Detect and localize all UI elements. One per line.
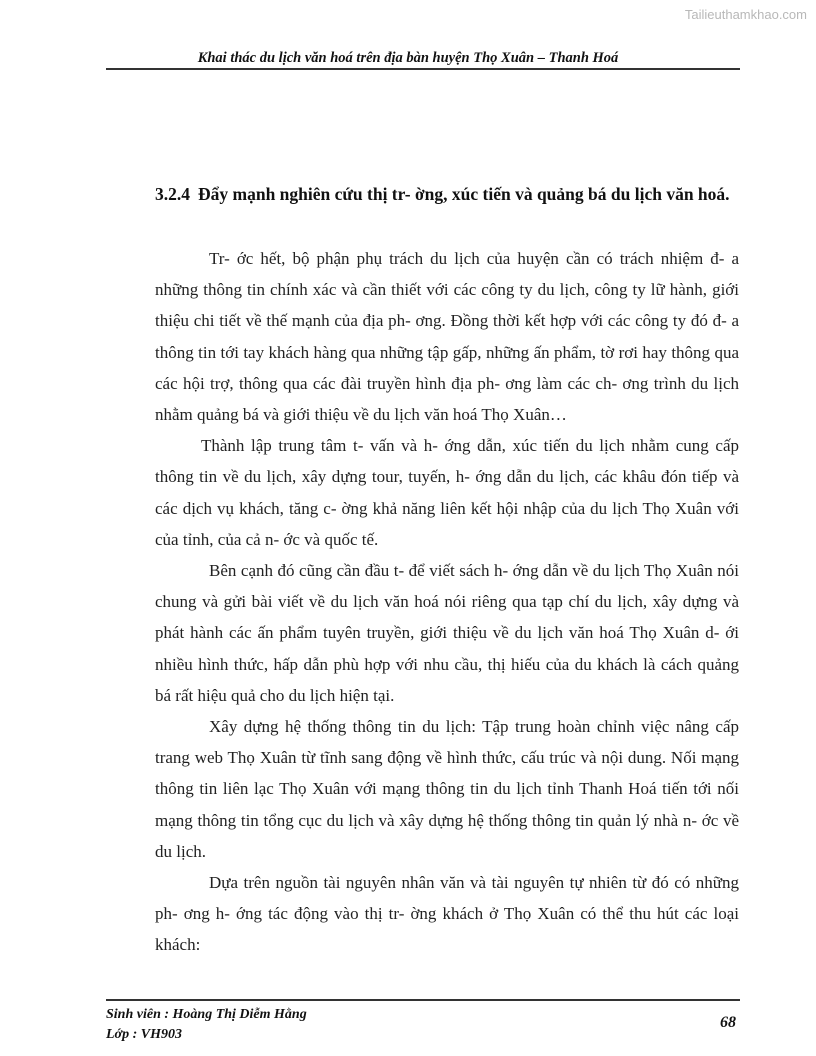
- section-heading: [155, 179, 741, 209]
- footer-class: Lớp : VH903: [106, 1027, 182, 1042]
- section-number: 3.2.4: [155, 184, 190, 204]
- footer-divider: [106, 999, 740, 1001]
- page-number: 68: [720, 1014, 736, 1031]
- footer-student-name: Sinh viên : Hoàng Thị Diễm Hằng: [106, 1007, 307, 1022]
- paragraph: Xây dựng hệ thống thông tin du lịch: Tập trung hoàn chỉnh việc nâng cấp trang web Thọ Xuân từ tĩnh sang động về hình thức, cấu trúc và nội dung. Nối mạng thông tin liên lạc Thọ Xuân với mạng thông tin du lịch tỉnh Thanh Hoá tiến tới nối mạng thông tin tổng cục du lịch và xây dựng hệ thống thông tin quản lý nhà n- ớc về du lịch.: [155, 717, 739, 861]
- paragraph: Thành lập trung tâm t- vấn và h- ớng dẫn, xúc tiến du lịch nhằm cung cấp thông tin về du lịch, xây dựng tour, tuyến, h- ớng dẫn du lịch, các khâu đón tiếp và các dịch vụ khách, tăng c- ờng khả năng liên kết hội nhập của du lịch Thọ Xuân với của tỉnh, của cả n- ớc và quốc tế.: [155, 436, 739, 549]
- paragraph: Dựa trên nguồn tài nguyên nhân văn và tài nguyên tự nhiên từ đó có những ph- ơng h- ớng tác động vào thị tr- ờng khách ở Thọ Xuân có thể thu hút các loại khách:: [155, 873, 739, 955]
- document-header-title: Khai thác du lịch văn hoá trên địa bàn huyện Thọ Xuân – Thanh Hoá: [197, 50, 619, 66]
- body-text: [155, 243, 739, 961]
- paragraph: Tr- ớc hết, bộ phận phụ trách du lịch của huyện cần có trách nhiệm đ- a những thông tin chính xác và cần thiết với các công ty du lịch, công ty lữ hành, giới thiệu chi tiết về thế mạnh của địa ph- ơng. Đồng thời kết hợp với các công ty đó đ- a thông tin tới tay khách hàng qua những tập gấp, những ấn phẩm, tờ rơi hay thông qua các hội trợ, thông qua các đài truyền hình địa ph- ơng làm các ch- ơng trình du lịch nhằm quảng bá và giới thiệu về du lịch văn hoá Thọ Xuân…: [155, 249, 739, 425]
- watermark: Tailieuthamkhao.com: [684, 7, 807, 22]
- paragraph: Bên cạnh đó cũng cần đầu t- để viết sách h- ớng dẫn về du lịch Thọ Xuân nói chung và gửi bài viết về du lịch văn hoá nói riêng qua tạp chí du lịch, xây dựng và phát hành các ấn phẩm tuyên truyền, giới thiệu về du lịch văn hoá Thọ Xuân d- ới nhiều hình thức, hấp dẫn phù hợp với nhu cầu, thị hiếu của du khách là cách quảng bá rất hiệu quả cho du lịch hiện tại.: [155, 561, 739, 705]
- header-divider: [106, 68, 740, 70]
- section-title: Đẩy mạnh nghiên cứu thị tr- ờng, xúc tiến và quảng bá du lịch văn hoá.: [198, 184, 730, 204]
